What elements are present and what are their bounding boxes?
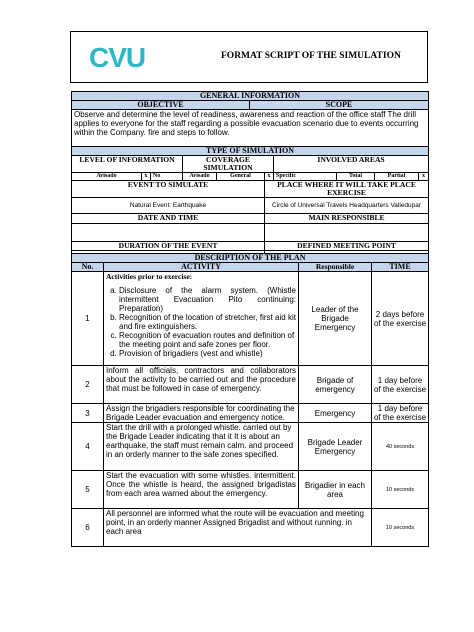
activity-cell (104, 272, 299, 366)
responsible-cell: Brigadier in each area (299, 471, 372, 509)
responsible-cell: Brigade of emergency (299, 366, 372, 404)
logo-text: CVU (89, 42, 145, 72)
place-value: Circle of Universal Travels Headquarters Valledupar (265, 198, 429, 214)
responsible-cell: Emergency (299, 404, 372, 423)
list-item: a. Disclosure of the alarm system. (Whistle intermittent Evacuation Pito continuing: Preparation) (119, 286, 296, 313)
responsible-cell: Leader of the Brigade Emergency (299, 272, 372, 366)
event-label: EVENT TO SIMULATE (72, 181, 265, 198)
main-responsible-value (265, 224, 429, 242)
objective-text: Observe and determine the level of readiness, awareness and reaction of the office staff The drill applies to everyone for the staff regarding a possible evacuation scenario due to events occurring within the Company. fire and steps to follow. (72, 110, 429, 148)
time-cell: 10 seconds (372, 509, 429, 547)
col-activity: ACTIVITY (104, 263, 299, 272)
cvu-logo (89, 42, 145, 72)
activity-cell: Start the evacuation with some whistles. intermittent. Once the whistle is heard, the assigned brigadistas from each area warned about the emergency. (104, 471, 299, 509)
col-no: No. (72, 263, 104, 272)
time-cell: 40 seconds (372, 423, 429, 471)
time-cell: 1 day before of the exercise (372, 366, 429, 404)
responsible-cell: Brigade Leader Emergency (299, 423, 372, 471)
option-mark-2: x (265, 173, 274, 181)
table-row (72, 423, 429, 471)
header-box (70, 31, 428, 83)
row-number: 2 (72, 366, 104, 404)
table-row (72, 366, 429, 404)
activity-cell: All personnel are informed what the route will be evacuation and meeting point, in an orderly manner Assigned Brigadist and without running. in each area (104, 509, 372, 547)
table-row (72, 272, 429, 366)
type-band: TYPE OF SIMULATION (72, 147, 429, 156)
objective-label: OBJECTIVE (72, 101, 250, 110)
row-number: 5 (72, 471, 104, 509)
coverage-label: COVERAGE SIMULATION (183, 156, 274, 173)
event-value: Natural Event: Earthquake (72, 198, 265, 214)
row-number: 4 (72, 423, 104, 471)
table-row (72, 404, 429, 423)
general-info-band: GENERAL INFORMATION (72, 92, 429, 101)
option-no: No (151, 173, 183, 181)
activity-heading: Activities prior to exercise: (106, 272, 193, 281)
involved-label: INVOLVED AREAS (274, 156, 429, 173)
time-cell: 2 days before of the exercise (372, 272, 429, 366)
option-general: General (217, 173, 265, 181)
table-row (72, 509, 429, 547)
col-responsible: Responsible (299, 263, 372, 272)
option-specific: Specific (274, 173, 337, 181)
list-item: c. Recognition of evacuation routes and definition of the meeting point and safe zones per floor. (119, 331, 296, 349)
plan-table (71, 253, 429, 547)
option-total: Total (337, 173, 375, 181)
activity-cell: Assign the brigadiers responsible for coordinating the Brigade Leader evacuation and emergency notice. (104, 404, 299, 423)
general-info-table (71, 91, 429, 148)
document-title: FORMAT SCRIPT OF THE SIMULATION (221, 51, 401, 61)
plan-band: DESCRIPTION OF THE PLAN (72, 254, 429, 263)
option-avisado-2: Avisado (183, 173, 217, 181)
option-avisado: Avisado (72, 173, 142, 181)
col-time: TIME (372, 263, 429, 272)
option-partial: Partial (375, 173, 419, 181)
activity-cell: Start the drill with a prolonged whistle. carried out by the Brigade Leader indicating that it It is about an earthquake, the staff must remain calm. and proceed in an orderly manner to the safe zones specified. (104, 423, 299, 471)
type-of-simulation-table (71, 146, 429, 268)
option-mark-3: x (419, 173, 429, 181)
option-mark: x (142, 173, 151, 181)
date-value (72, 224, 265, 242)
time-cell: 10 seconds (372, 471, 429, 509)
date-label: DATE AND TIME (72, 214, 265, 224)
meeting-point-label: DEFINED MEETING POINT (265, 242, 429, 251)
list-item: d. Provision of brigadiers (vest and whistle) (119, 349, 296, 358)
list-item: b. Recognition of the location of stretcher, first aid kit and fire extinguishers. (119, 313, 296, 331)
row-number: 6 (72, 509, 104, 547)
level-label: LEVEL OF INFORMATION (72, 156, 183, 173)
duration-label: DURATION OF THE EVENT (72, 242, 265, 251)
row-number: 3 (72, 404, 104, 423)
scope-label: SCOPE (250, 101, 429, 110)
table-row (72, 471, 429, 509)
time-cell: 1 day before of the exercise (372, 404, 429, 423)
activity-cell: Inform all officials, contractors and collaborators about the activity to be carried out and the procedure that must be followed in case of emergency. (104, 366, 299, 404)
row-number: 1 (72, 272, 104, 366)
activity-list (106, 286, 296, 358)
place-label: PLACE WHERE IT WILL TAKE PLACE EXERCISE (265, 181, 429, 198)
main-responsible-label: MAIN RESPONSIBLE (265, 214, 429, 224)
